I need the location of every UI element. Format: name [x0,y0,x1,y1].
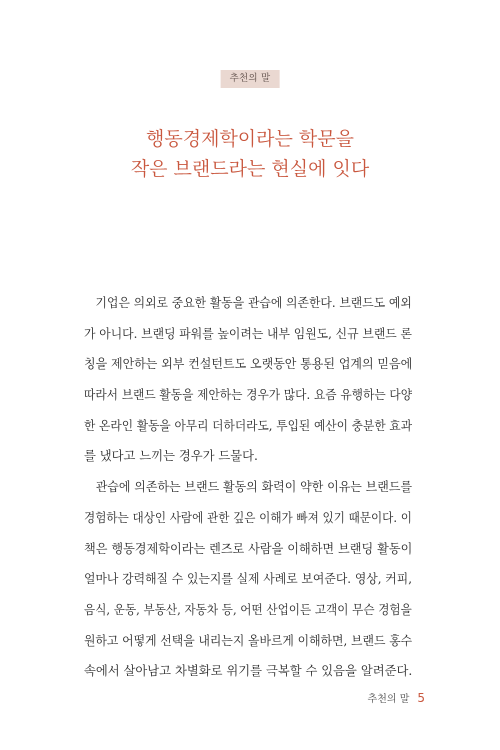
paragraph-line: 음식, 운동, 부동산, 자동차 등, 어떤 산업이든 고객이 무슨 경험을 [84,602,412,617]
paragraph-line: 관습에 의존하는 브랜드 활동의 화력이 약한 이유는 브랜드를 [95,480,413,495]
paragraph-line: 책은 행동경제학이라는 렌즈로 사람을 이해하면 브랜딩 활동이 [84,541,413,556]
title-line: 작은 브랜드라는 현실에 잇다 [130,158,370,180]
paragraph-line: 가 아니다. 브랜딩 파워를 높이려는 내부 임원도, 신규 브랜드 론 [84,326,412,341]
paragraph-line: 경험하는 대상인 사람에 관한 깊은 이해가 빠져 있기 때문이다. 이 [84,510,412,525]
paragraph-line: 를 냈다고 느끼는 경우가 드물다. [84,449,258,464]
title-line: 행동경제학이라는 학문을 [146,128,354,150]
page-footer [368,690,425,705]
paragraph-line: 원하고 어떻게 선택을 내리는지 올바르게 이해하면, 브랜드 홍수 [84,633,413,648]
page-title [0,124,500,184]
paragraph-line: 따라서 브랜드 활동을 제안하는 경우가 많다. 요즘 유행하는 다양 [84,388,413,403]
running-footer-label: 추천의 말 [367,694,410,705]
page-number: 5 [417,691,425,705]
paragraph-line: 한 온라인 활동을 아무리 더하더라도, 투입된 예산이 충분한 효과 [84,418,413,433]
paragraph-line: 기업은 의외로 중요한 활동을 관습에 의존한다. 브랜드도 예외 [95,296,412,310]
paragraph-line: 칭을 제안하는 외부 컨설턴트도 오랫동안 통용된 업계의 믿음에 [84,357,413,372]
paragraph-line: 얼마나 강력해질 수 있는지를 실제 사례로 보여준다. 영상, 커피, [84,572,412,587]
section-badge: 추천의 말 [221,70,280,88]
paragraph-line: 속에서 살아남고 차별화로 위기를 극복할 수 있음을 알려준다. [84,664,413,679]
body-text [84,288,412,687]
